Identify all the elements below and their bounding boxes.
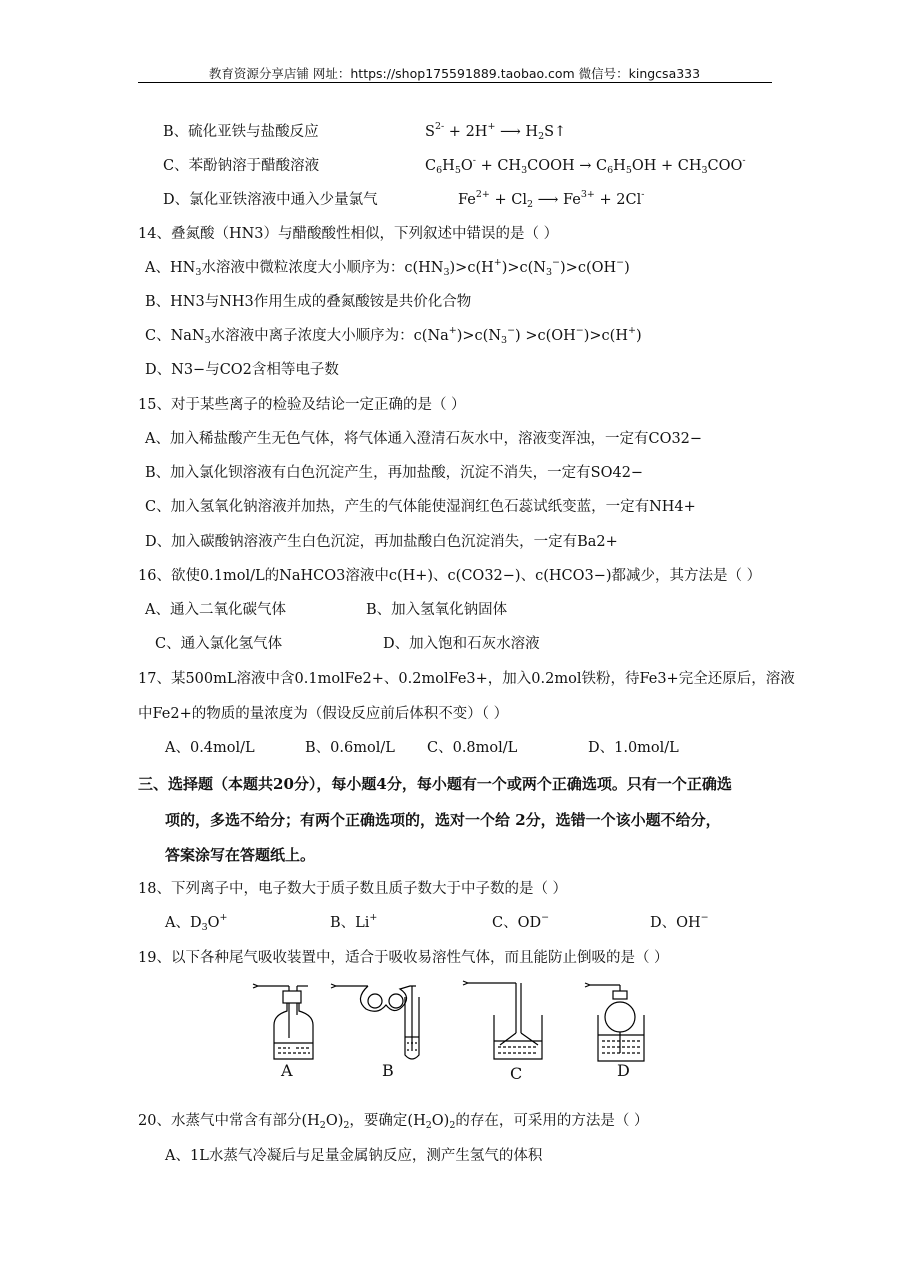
section3-heading-line1: 三、选择题（本题共20分），每小题4分，每小题有一个或两个正确选项。只有一个正确选 bbox=[138, 775, 732, 793]
q20-stem: 20、水蒸气中常含有部分$(H_2O)_2$，要确定$(H_2O)_2$的存在，可采用的方法是（ ） bbox=[138, 1113, 649, 1131]
apparatus-label-d: D bbox=[617, 1061, 630, 1080]
q14-option-b: B、HN3与NH3作用生成的叠氮酸铵是共价化合物 bbox=[145, 294, 472, 310]
section3-heading-line2: 项的，多选不给分；有两个正确选项的，选对一个给 2分，选错一个该小题不给分， bbox=[165, 811, 721, 829]
q15-stem: 15、对于某些离子的检验及结论一定正确的是（ ） bbox=[138, 397, 466, 413]
q13-option-d-equation: $Fe^{2+} + Cl_2$ ⟶ $Fe^{3+} + 2Cl^-$ bbox=[458, 189, 645, 210]
section3-heading-line3: 答案涂写在答题纸上。 bbox=[165, 846, 316, 864]
apparatus-label-b: B bbox=[382, 1061, 394, 1080]
q18-option-b: B、Li+ bbox=[330, 912, 378, 931]
q14-option-c: C、NaN$_3$水溶液中离子浓度大小顺序为：$c(Na^+)>c(N_3^-) >c(OH^-)>c(H^+)$ bbox=[145, 325, 642, 346]
q18-option-c: C、OD− bbox=[492, 912, 550, 931]
apparatus-d bbox=[585, 983, 644, 1061]
q16-option-c: C、通入氯化氢气体 bbox=[155, 636, 283, 652]
q13-option-c-label: C、苯酚钠溶于醋酸溶液 bbox=[163, 158, 320, 174]
q17-option-c: C、0.8mol/L bbox=[427, 740, 518, 756]
q18-option-d: D、OH− bbox=[650, 912, 709, 931]
q17-option-d: D、1.0mol/L bbox=[588, 740, 679, 756]
q15-option-b: B、加入氯化钡溶液有白色沉淀产生，再加盐酸，沉淀不消失，一定有SO42− bbox=[145, 465, 644, 481]
q13-option-c-equation: $C_6H_5O^-$ + $CH_3COOH \to C_6H_5OH + CH_3COO^-$ bbox=[425, 155, 746, 176]
header-rule bbox=[138, 82, 772, 83]
q17-stem-line1: 17、某500mL溶液中含0.1molFe2+、0.2molFe3+，加入0.2mol铁粉，待Fe3+完全还原后，溶液 bbox=[138, 671, 795, 687]
apparatus-b bbox=[331, 984, 419, 1059]
q18-option-a: A、$D_3O^+$ bbox=[165, 912, 228, 933]
q16-option-d: D、加入饱和石灰水溶液 bbox=[383, 636, 540, 652]
apparatus-label-c: C bbox=[510, 1064, 523, 1083]
q13-option-b-label: B、硫化亚铁与盐酸反应 bbox=[163, 124, 319, 140]
absorption-apparatus-figure bbox=[0, 975, 909, 1115]
q16-option-a: A、通入二氧化碳气体 bbox=[145, 602, 286, 618]
apparatus-c bbox=[463, 981, 542, 1059]
q16-option-b: B、加入氢氧化钠固体 bbox=[366, 602, 508, 618]
q15-option-c: C、加入氢氧化钠溶液并加热，产生的气体能使湿润红色石蕊试纸变蓝，一定有NH4+ bbox=[145, 499, 696, 515]
q17-stem-line2: 中Fe2+的物质的量浓度为（假设反应前后体积不变）（ ） bbox=[138, 706, 509, 722]
q14-option-d: D、N3−与CO2含相等电子数 bbox=[145, 362, 339, 378]
q13-option-d-label: D、氯化亚铁溶液中通入少量氯气 bbox=[163, 192, 378, 208]
q20-option-a: A、1L水蒸气冷凝后与足量金属钠反应，测产生氢气的体积 bbox=[165, 1148, 543, 1164]
apparatus-a bbox=[253, 984, 313, 1059]
apparatus-label-a: A bbox=[281, 1061, 293, 1080]
q13-option-b-equation: $S^{2-} + 2H^+$ ⟶ $H_2S↑$ bbox=[425, 121, 567, 142]
q14-option-a: A、$HN_3$水溶液中微粒浓度大小顺序为：$c(HN_3)>c(H^+)>c(N_3^-)>c(OH^-)$ bbox=[145, 257, 630, 278]
q16-stem: 16、欲使0.1mol/L的NaHCO3溶液中c(H+)、c(CO32−)、c(HCO3−)都减少，其方法是（ ） bbox=[138, 568, 762, 584]
q14-stem: 14、叠氮酸（HN3）与醋酸酸性相似，下列叙述中错误的是（ ） bbox=[138, 226, 559, 242]
q19-stem: 19、以下各种尾气吸收装置中，适合于吸收易溶性气体，而且能防止倒吸的是（ ） bbox=[138, 950, 669, 966]
q15-option-a: A、加入稀盐酸产生无色气体，将气体通入澄清石灰水中，溶液变浑浊，一定有CO32− bbox=[145, 431, 703, 447]
q18-stem: 18、下列离子中，电子数大于质子数且质子数大于中子数的是（ ） bbox=[138, 881, 568, 897]
q17-option-b: B、0.6mol/L bbox=[305, 740, 395, 756]
q15-option-d: D、加入碳酸钠溶液产生白色沉淀，再加盐酸白色沉淀消失，一定有Ba2+ bbox=[145, 534, 618, 550]
page-header: 教育资源分享店铺 网址：https://shop175591889.taobao.com 微信号：kingcsa333 bbox=[208, 66, 701, 81]
q17-option-a: A、0.4mol/L bbox=[165, 740, 255, 756]
